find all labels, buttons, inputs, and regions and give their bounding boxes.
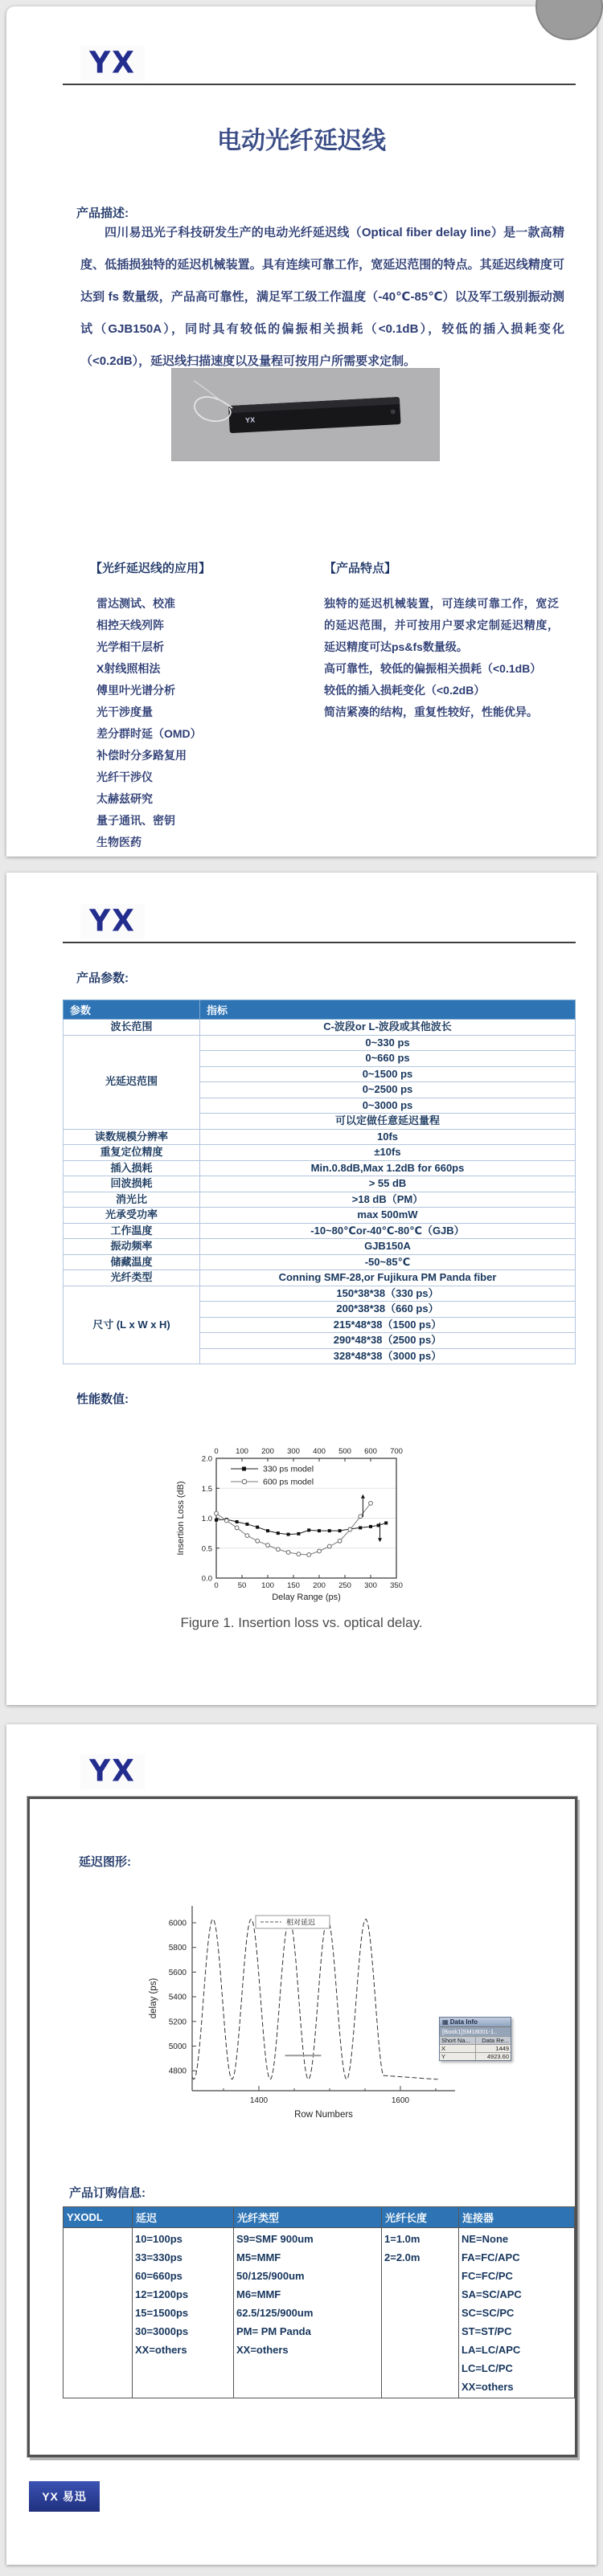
datasheet-page-1 bbox=[6, 6, 597, 857]
application-item: 光学相干层析 bbox=[96, 640, 164, 653]
spec-col-header: 指标 bbox=[200, 1000, 576, 1020]
spec-row bbox=[64, 1176, 576, 1192]
performance-heading: 性能数值: bbox=[76, 1392, 129, 1406]
ordering-table-header bbox=[64, 2207, 575, 2228]
application-item: 差分群时延（OMD） bbox=[96, 727, 202, 740]
spec-table bbox=[63, 1000, 576, 1364]
svg-text:0: 0 bbox=[214, 1581, 219, 1590]
spec-row bbox=[64, 1270, 576, 1286]
order-col bbox=[133, 2228, 234, 2398]
spec-param: 工作温度 bbox=[64, 1223, 200, 1239]
data-info-columns: Short Na... Data Re... bbox=[441, 2037, 509, 2044]
datasheet-page-2 bbox=[6, 873, 597, 1705]
data-info-source: [Book1]SM18001-1.. bbox=[440, 2026, 511, 2036]
order-code: 1=1.0m bbox=[384, 2233, 420, 2245]
applications-list bbox=[96, 593, 202, 853]
delay-waveform-chart bbox=[111, 1899, 529, 2132]
order-code: SA=SC/APC bbox=[461, 2288, 522, 2300]
spec-param: 光承受功率 bbox=[64, 1208, 200, 1224]
order-code: 50/125/900um bbox=[236, 2270, 305, 2282]
order-code: 10=100ps bbox=[135, 2233, 183, 2245]
order-col-header: 光纤长度 bbox=[382, 2207, 459, 2228]
order-code: LA=LC/APC bbox=[461, 2344, 521, 2356]
svg-text:1400: 1400 bbox=[249, 2096, 269, 2105]
spec-value: C-波段or L-波段或其他波长 bbox=[200, 1020, 576, 1036]
svg-text:5000: 5000 bbox=[168, 2042, 187, 2051]
spec-param: 消光比 bbox=[64, 1192, 200, 1208]
page-title: 电动光纤延迟线 bbox=[217, 128, 386, 154]
header-divider bbox=[63, 942, 576, 943]
spec-value: 10fs bbox=[200, 1129, 576, 1145]
spec-value: Conning SMF-28,or Fujikura PM Panda fiber bbox=[200, 1270, 576, 1286]
footer-brand-badge: YX 易迅 bbox=[29, 2481, 100, 2512]
spec-row bbox=[64, 1254, 576, 1270]
svg-text:5600: 5600 bbox=[168, 1968, 187, 1977]
features-list bbox=[324, 593, 559, 723]
order-col bbox=[234, 2228, 382, 2398]
svg-text:150: 150 bbox=[287, 1581, 300, 1590]
device-label-text: YX bbox=[244, 415, 256, 425]
spec-row bbox=[64, 1223, 576, 1239]
svg-text:250: 250 bbox=[338, 1581, 351, 1590]
spec-param: 回波损耗 bbox=[64, 1176, 200, 1192]
spec-row bbox=[64, 1145, 576, 1161]
spec-value: 0~2500 ps bbox=[200, 1082, 576, 1098]
delay-graph-heading: 延迟图形: bbox=[79, 1855, 131, 1869]
product-description: 四川易迅光子科技研发生产的电动光纤延迟线（Optical fiber delay line）是一款高精度、低插损独特的延迟机械装置。具有连续可靠工作，宽延迟范围的特点。其延迟线精度可达到 fs 数量级，产品高可靠性，满足军工级工作温度（-40℃-85℃）以及军工级别振动测试（GJB150A），同时具有较低的偏振相关损耗（<0.1dB），较低的插入损耗变化（<0.2dB），延迟线扫描速度以及量程可按用户所需要求定制。 bbox=[80, 226, 564, 368]
data-info-x-row: X 1449 bbox=[441, 2045, 509, 2052]
spec-value: GJB150A bbox=[200, 1239, 576, 1255]
features-heading: 【产品特点】 bbox=[324, 562, 397, 575]
spec-param: 光延迟范围 bbox=[64, 1035, 200, 1129]
spec-value: 150*38*38（330 ps） bbox=[200, 1286, 576, 1302]
data-info-y-row: Y 4923.60 bbox=[441, 2053, 509, 2060]
spec-param: 储藏温度 bbox=[64, 1254, 200, 1270]
order-col bbox=[64, 2228, 133, 2398]
order-code: FA=FC/APC bbox=[461, 2251, 520, 2263]
spec-value: ±10fs bbox=[200, 1145, 576, 1161]
order-code: 2=2.0m bbox=[384, 2251, 420, 2263]
svg-text:5400: 5400 bbox=[168, 1993, 187, 2002]
spec-row bbox=[64, 1129, 576, 1145]
svg-text:delay (ps): delay (ps) bbox=[149, 1977, 158, 2019]
order-code: 15=1500ps bbox=[135, 2307, 189, 2319]
application-item: 补偿时分多路复用 bbox=[96, 749, 187, 762]
order-code: M6=MMF bbox=[236, 2288, 281, 2300]
spec-value: 0~3000 ps bbox=[200, 1098, 576, 1114]
applications-heading: 【光纤延迟线的应用】 bbox=[90, 562, 211, 575]
feature-item: 独特的延迟机械装置，可连续可靠工作，宽泛的延迟范围，并可按用户要求定制延迟精度，延迟精度可达ps&fs数量级。 bbox=[324, 597, 559, 653]
svg-text:300: 300 bbox=[287, 1447, 300, 1456]
order-code: 30=3000ps bbox=[135, 2325, 189, 2337]
application-item: 雷达测试、校准 bbox=[96, 597, 175, 610]
svg-text:0.5: 0.5 bbox=[201, 1544, 212, 1554]
svg-text:600: 600 bbox=[364, 1447, 377, 1456]
spec-value: > 55 dB bbox=[200, 1176, 576, 1192]
svg-text:300: 300 bbox=[364, 1581, 377, 1590]
application-item: 量子通讯、密钥 bbox=[96, 814, 175, 827]
svg-text:0.0: 0.0 bbox=[201, 1574, 212, 1584]
spec-row bbox=[64, 1286, 576, 1302]
svg-text:350: 350 bbox=[390, 1581, 403, 1590]
spec-row bbox=[64, 1160, 576, 1176]
header-divider bbox=[63, 84, 576, 85]
order-code: S9=SMF 900um bbox=[236, 2233, 314, 2245]
description-heading: 产品描述: bbox=[76, 206, 129, 220]
svg-text:1.5: 1.5 bbox=[201, 1484, 212, 1494]
spec-value: 可以定做任意延迟量程 bbox=[200, 1114, 576, 1130]
figure-caption: Figure 1. Insertion loss vs. optical delay. bbox=[180, 1615, 423, 1630]
svg-text:1600: 1600 bbox=[391, 2096, 410, 2105]
application-item: 光干涉度量 bbox=[96, 705, 153, 718]
order-code: XX=others bbox=[461, 2381, 514, 2393]
spec-param: 振动频率 bbox=[64, 1239, 200, 1255]
order-code: SC=SC/PC bbox=[461, 2307, 515, 2319]
svg-text:330 ps model: 330 ps model bbox=[263, 1464, 314, 1474]
svg-text:Insertion Loss (dB): Insertion Loss (dB) bbox=[176, 1481, 186, 1556]
svg-text:1.0: 1.0 bbox=[201, 1515, 212, 1523]
svg-text:相对延迟: 相对延迟 bbox=[286, 1918, 316, 1927]
order-col-header: 光纤类型 bbox=[234, 2207, 382, 2228]
spec-value: 328*48*38（3000 ps） bbox=[200, 1348, 576, 1364]
order-code: XX=others bbox=[236, 2344, 289, 2356]
spec-param: 光纤类型 bbox=[64, 1270, 200, 1286]
application-item: 相控天线列阵 bbox=[96, 619, 164, 632]
window-icon: ▦ bbox=[442, 2018, 450, 2026]
spec-value: 290*48*38（2500 ps） bbox=[200, 1333, 576, 1349]
data-info-window[interactable] bbox=[439, 2017, 511, 2061]
datasheet-page-3 bbox=[6, 1724, 597, 2565]
feature-item: 高可靠性，较低的偏振相关损耗（<0.1dB） bbox=[324, 662, 542, 675]
spec-row bbox=[64, 1239, 576, 1255]
company-logo: YX bbox=[80, 904, 145, 939]
order-code: XX=others bbox=[135, 2344, 187, 2356]
order-code: 12=1200ps bbox=[135, 2288, 189, 2300]
feature-item: 较低的插入损耗变化（<0.2dB） bbox=[324, 684, 486, 697]
svg-text:5800: 5800 bbox=[168, 1944, 187, 1953]
svg-text:2.0: 2.0 bbox=[201, 1454, 212, 1464]
company-logo: YX bbox=[80, 1754, 145, 1789]
spec-table-header bbox=[64, 1000, 576, 1020]
spec-row bbox=[64, 1020, 576, 1036]
data-info-titlebar[interactable]: ▦ Data Info bbox=[440, 2018, 511, 2026]
spec-col-header: 参数 bbox=[64, 1000, 200, 1020]
svg-text:5200: 5200 bbox=[168, 2018, 187, 2027]
application-item: 太赫兹研究 bbox=[96, 792, 153, 805]
order-code: 33=330ps bbox=[135, 2251, 183, 2263]
order-code: ST=ST/PC bbox=[461, 2325, 512, 2337]
order-col bbox=[382, 2228, 459, 2398]
svg-text:Delay Range (ps): Delay Range (ps) bbox=[272, 1593, 341, 1602]
svg-text:400: 400 bbox=[313, 1447, 326, 1456]
application-item: 生物医药 bbox=[96, 836, 142, 848]
svg-text:700: 700 bbox=[390, 1447, 403, 1456]
order-code: M5=MMF bbox=[236, 2251, 281, 2263]
spec-param: 读数规模分辨率 bbox=[64, 1129, 200, 1145]
params-heading: 产品参数: bbox=[76, 971, 129, 985]
ordering-table bbox=[63, 2206, 575, 2398]
svg-text:0: 0 bbox=[214, 1447, 219, 1456]
order-code: PM= PM Panda bbox=[236, 2325, 311, 2337]
spec-row bbox=[64, 1192, 576, 1208]
application-item: 光纤干涉仪 bbox=[96, 771, 153, 783]
spec-value: 0~660 ps bbox=[200, 1051, 576, 1067]
spec-value: 215*48*38（1500 ps） bbox=[200, 1317, 576, 1333]
spec-value: >18 dB（PM） bbox=[200, 1192, 576, 1208]
spec-param: 尺寸 (L x W x H) bbox=[64, 1286, 200, 1364]
spec-value: 0~1500 ps bbox=[200, 1066, 576, 1082]
svg-text:4800: 4800 bbox=[168, 2067, 187, 2076]
svg-text:200: 200 bbox=[313, 1581, 326, 1590]
svg-text:6000: 6000 bbox=[168, 1919, 187, 1928]
feature-item: 简洁紧凑的结构，重复性较好，性能优异。 bbox=[324, 705, 538, 718]
order-code: FC=FC/PC bbox=[461, 2270, 513, 2282]
order-col bbox=[459, 2228, 575, 2398]
order-col-header: 延迟 bbox=[133, 2207, 234, 2228]
spec-value: max 500mW bbox=[200, 1208, 576, 1224]
order-code: 62.5/125/900um bbox=[236, 2307, 314, 2319]
spec-value: -50~85℃ bbox=[200, 1254, 576, 1270]
order-code: LC=LC/PC bbox=[461, 2362, 513, 2374]
product-photo bbox=[171, 368, 440, 465]
application-item: 傅里叶光谱分析 bbox=[96, 684, 175, 697]
ordering-heading: 产品订购信息: bbox=[69, 2186, 146, 2200]
spec-row bbox=[64, 1208, 576, 1224]
spec-param: 波长范围 bbox=[64, 1020, 200, 1036]
spec-value: Min.0.8dB,Max 1.2dB for 660ps bbox=[200, 1160, 576, 1176]
svg-text:100: 100 bbox=[236, 1447, 248, 1456]
svg-text:Row Numbers: Row Numbers bbox=[294, 2110, 353, 2120]
svg-text:600 ps model: 600 ps model bbox=[263, 1477, 314, 1487]
spec-value: 200*38*38（660 ps） bbox=[200, 1302, 576, 1318]
svg-text:200: 200 bbox=[261, 1447, 274, 1456]
ordering-table-body-row bbox=[64, 2228, 575, 2398]
spec-param: 插入损耗 bbox=[64, 1160, 200, 1176]
svg-text:500: 500 bbox=[338, 1447, 351, 1456]
spec-row bbox=[64, 1035, 576, 1051]
company-logo: YX bbox=[80, 46, 145, 81]
order-col-header: 连接器 bbox=[459, 2207, 575, 2228]
spec-value: -10~80℃or-40℃-80℃（GJB） bbox=[200, 1223, 576, 1239]
insertion-loss-chart bbox=[173, 1437, 414, 1612]
spec-value: 0~330 ps bbox=[200, 1035, 576, 1051]
svg-text:100: 100 bbox=[261, 1581, 274, 1590]
order-code: 60=660ps bbox=[135, 2270, 183, 2282]
order-code: NE=None bbox=[461, 2233, 509, 2245]
application-item: X射线照相法 bbox=[96, 662, 161, 675]
svg-text:50: 50 bbox=[237, 1581, 247, 1590]
spec-param: 重复定位精度 bbox=[64, 1145, 200, 1161]
order-col-header: YXODL bbox=[64, 2207, 133, 2228]
